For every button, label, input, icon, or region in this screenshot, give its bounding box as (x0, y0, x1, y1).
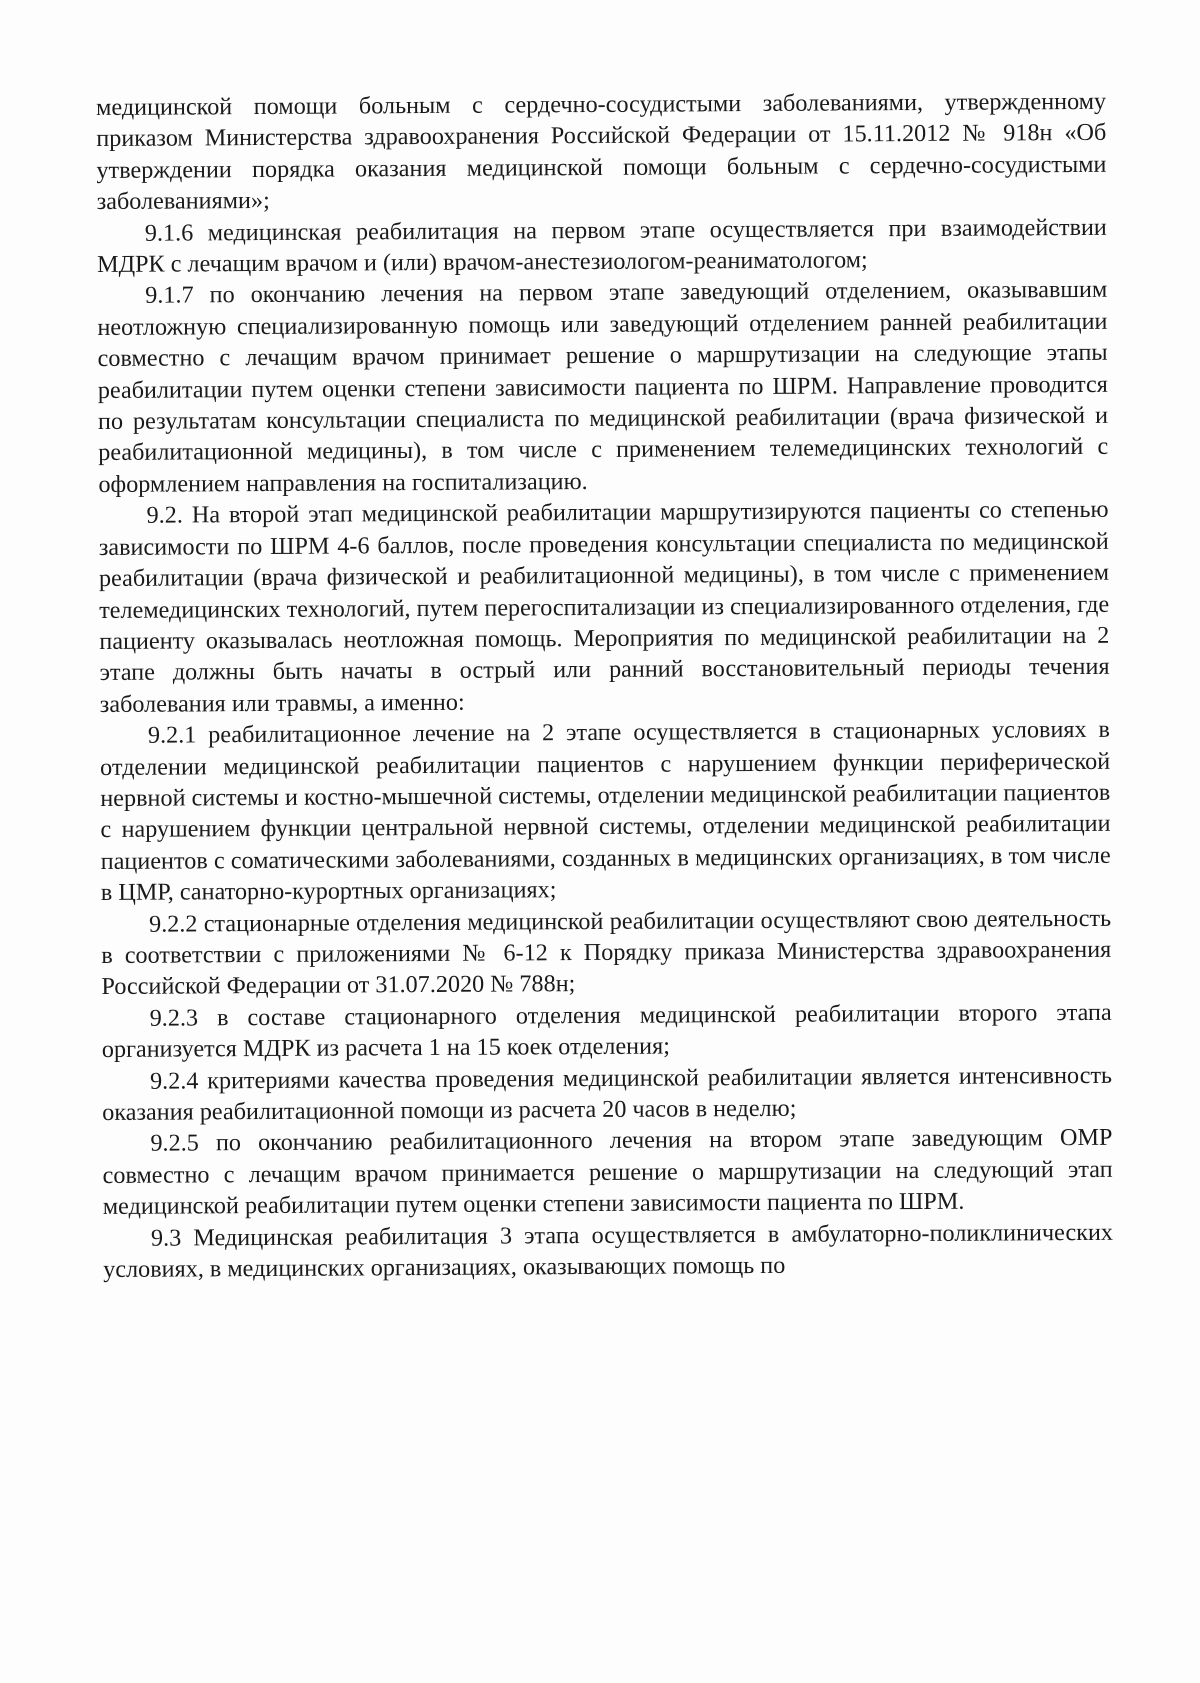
paragraph-continuation: медицинской помощи больным с сердечно-сосудистыми заболеваниями, утвержденному приказом Министерства здравоохранения Российской Федерации от 15.11.2012 № 918н «Об утверждении порядка оказания медицинской помощи больным с сердечно-сосудистыми заболеваниями»; (96, 87, 1107, 216)
paragraph-9-1-6: 9.1.6 медицинская реабилитация на первом этапе осуществляется при взаимодействии МДРК с лечащим врачом и (или) врачом-анестезиологом-реаниматологом; (96, 213, 1107, 279)
paragraph-9-2-1: 9.2.1 реабилитационное лечение на 2 этапе осуществляется в стационарных условиях в отделении медицинской реабилитации пациентов с нарушением функции периферической нервной системы и костно-мышечной системы, отделении медицинской реабилитации пациентов с нарушением функции центральной нервной системы, отделении медицинской реабилитации пациентов с соматическими заболеваниями, созданных в медицинских организациях, в том числе в ЦМР, санаторно-курортных организациях; (100, 715, 1111, 907)
document-body (96, 86, 1113, 1286)
paragraph-9-2: 9.2. На второй этап медицинской реабилитации маршрутизируются пациенты со степенью зависимости по ШРМ 4-6 баллов, после проведения консультации специалиста по медицинской реабилитации (врача физической и реабилитационной медицины), в том числе с применением телемедицинских технологий, путем перегоспитализации из специализированного отделения, где пациенту оказывалась неотложная помощь. Мероприятия по медицинской реабилитации на 2 этапе должны быть начаты в острый или ранний восстановительный периоды течения заболевания или травмы, а именно: (98, 496, 1110, 718)
paragraph-9-3: 9.3 Медицинская реабилитация 3 этапа осуществляется в амбулаторно-поликлинических условиях, в медицинских организациях, оказывающих помощь по (103, 1218, 1114, 1284)
paragraph-9-2-4: 9.2.4 критериями качества проведения медицинской реабилитации является интенсивность оказания реабилитационной помощи из расчета 20 часов в неделю; (102, 1061, 1113, 1126)
paragraph-9-2-3: 9.2.3 в составе стационарного отделения медицинской реабилитации второго этапа организуется МДРК из расчета 1 на 15 коек отделения; (101, 998, 1112, 1064)
paragraph-9-2-5: 9.2.5 по окончанию реабилитационного лечения на втором этапе заведующим ОМР совместно с лечащим врачом принимается решение о маршрутизации на следующий этап медицинской реабилитации путем оценки степени зависимости пациента по ШРМ. (102, 1124, 1113, 1221)
paragraph-9-1-7: 9.1.7 по окончанию лечения на первом этапе заведующий отделением, оказывавшим неотложную специализированную помощь или заведующий отделением ранней реабилитации совместно с лечащим врачом принимает решение о маршрутизации на следующие этапы реабилитации путем оценки степени зависимости пациента по ШРМ. Направление проводится по результатам консультации специалиста по медицинской реабилитации (врача физической и реабилитационной медицины), в том числе с применением телемедицинских технологий с оформлением направления на госпитализацию. (97, 276, 1109, 498)
paragraph-9-2-2: 9.2.2 стационарные отделения медицинской реабилитации осуществляют свою деятельность в соответствии с приложениями № 6-12 к Порядку приказа Министерства здравоохранения Российской Федерации от 31.07.2020 № 788н; (101, 904, 1112, 1001)
